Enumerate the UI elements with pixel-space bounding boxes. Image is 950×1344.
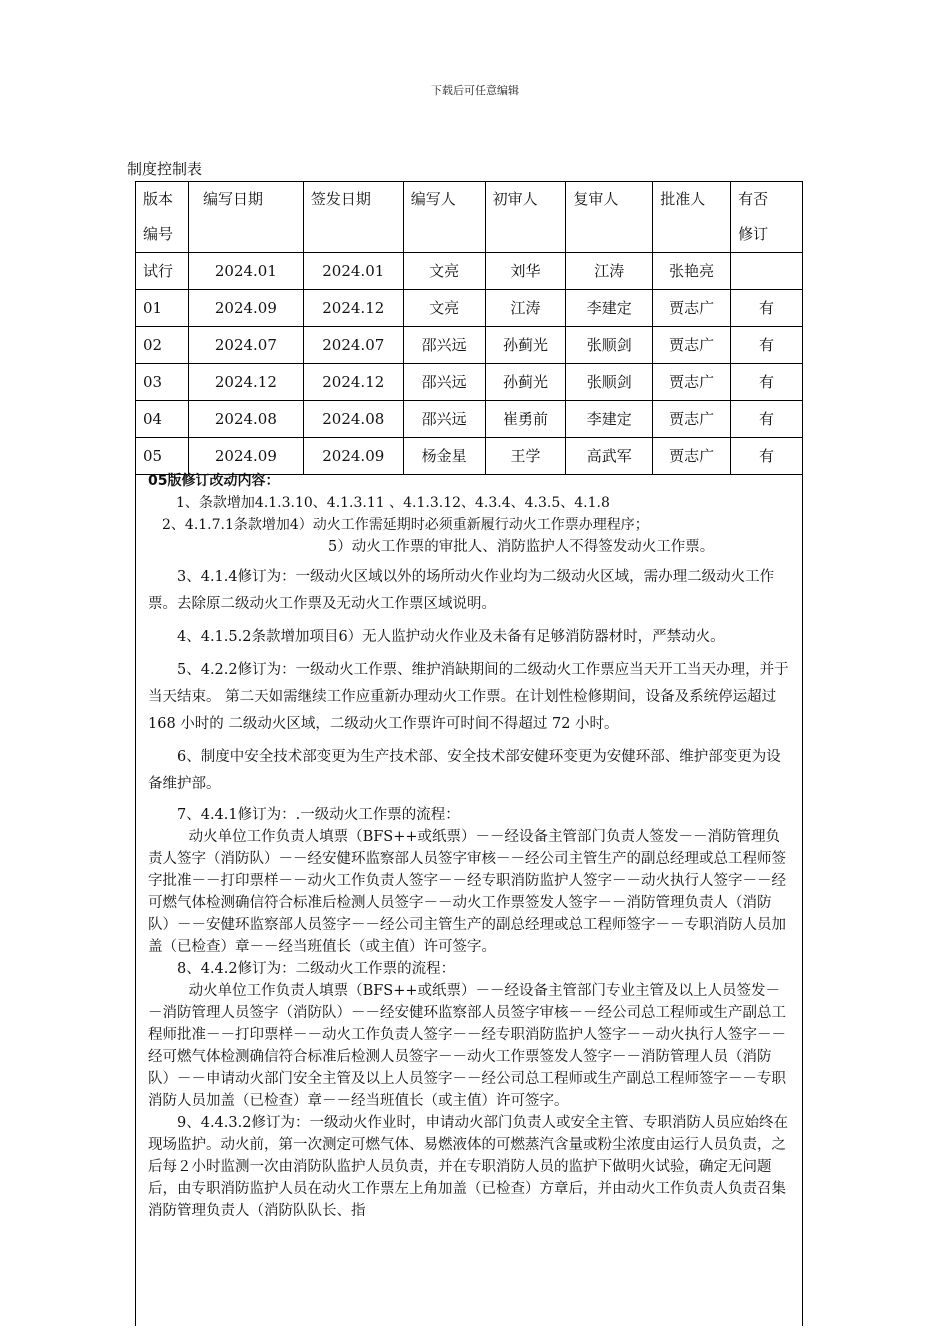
write-date-cell: 2024.09: [188, 290, 303, 327]
issue-date-cell: 2024.12: [303, 364, 403, 401]
revision-notes-box: [135, 468, 803, 1326]
write-date-cell: 2024.09: [188, 438, 303, 475]
approver-cell: 贾志广: [653, 401, 731, 438]
issue-date-cell: 2024.12: [303, 290, 403, 327]
second-reviewer-cell: 江涛: [566, 253, 653, 290]
first-reviewer-cell: 崔勇前: [485, 401, 566, 438]
revised-cell: 有: [731, 438, 803, 475]
table-header-row: [136, 182, 803, 253]
table-row: [136, 327, 803, 364]
revised-cell: [731, 253, 803, 290]
table-row: [136, 290, 803, 327]
revision-item: 3、4.1.4修订为：一级动火区域以外的场所动火作业均为二级动火区域，需办理二级动火工作票。去除原二级动火工作票及无动火工作票区域说明。: [148, 569, 775, 612]
author-cell: 邵兴远: [403, 327, 485, 364]
author-cell: 文亮: [403, 290, 485, 327]
write-date-cell: 2024.08: [188, 401, 303, 438]
header-cell: 批准人: [653, 182, 731, 253]
second-reviewer-cell: 李建定: [566, 290, 653, 327]
second-reviewer-cell: 高武军: [566, 438, 653, 475]
version-cell: 05: [136, 438, 189, 475]
revision-item: 5、4.2.2修订为：一级动火工作票、维护消缺期间的二级动火工作票应当天开工当天办理，并于当天结束。 第二天如需继续工作应重新办理动火工作票。在计划性检修期间，设备及系统停运超过 168 小时的 二级动火区域，二级动火工作票许可时间不得超过 72 小时。: [148, 662, 789, 732]
revision-item: 动火单位工作负责人填票（BFS++或纸票）－－经设备主管部门负责人签发－－消防管理负责人签字（消防队）－－经安健环监察部人员签字审核－－经公司主管生产的副总经理或总工程师签字批准－－打印票样－－动火工作负责人签字－－经专职消防监护人签字－－动火执行人签字－－经可燃气体检测确信符合标准后检测人员签字－－动火工作票签发人签字－－消防管理负责人（消防队）－－安健环监察部人员签字－－经公司主管生产的副总经理或总工程师签字－－专职消防人员加盖（已检查）章－－经当班值长（或主值）许可签字。: [148, 829, 786, 955]
version-cell: 04: [136, 401, 189, 438]
author-cell: 邵兴远: [403, 364, 485, 401]
header-cell: 复审人: [566, 182, 653, 253]
write-date-cell: 2024.01: [188, 253, 303, 290]
first-reviewer-cell: 孙蓟光: [485, 327, 566, 364]
table-row: [136, 253, 803, 290]
issue-date-cell: 2024.07: [303, 327, 403, 364]
revision-item: 1、条款增加4.1.3.10、4.1.3.11 、4.1.3.12、4.3.4、4.3.5、4.1.8: [176, 495, 610, 511]
header-note: 下载后可任意编辑: [431, 84, 519, 97]
approver-cell: 张艳亮: [653, 253, 731, 290]
header-cell: 编写人: [403, 182, 485, 253]
author-cell: 文亮: [403, 253, 485, 290]
write-date-cell: 2024.12: [188, 364, 303, 401]
issue-date-cell: 2024.09: [303, 438, 403, 475]
first-reviewer-cell: 刘华: [485, 253, 566, 290]
revised-cell: 有: [731, 327, 803, 364]
revised-cell: 有: [731, 290, 803, 327]
author-cell: 杨金星: [403, 438, 485, 475]
approver-cell: 贾志广: [653, 327, 731, 364]
revision-item: 6、制度中安全技术部变更为生产技术部、安全技术部安健环变更为安健环部、维护部变更为设备维护部。: [148, 749, 781, 792]
author-cell: 邵兴远: [403, 401, 485, 438]
write-date-cell: 2024.07: [188, 327, 303, 364]
approver-cell: 贾志广: [653, 290, 731, 327]
second-reviewer-cell: 张顺剑: [566, 364, 653, 401]
second-reviewer-cell: 李建定: [566, 401, 653, 438]
version-cell: 01: [136, 290, 189, 327]
issue-date-cell: 2024.01: [303, 253, 403, 290]
version-cell: 03: [136, 364, 189, 401]
revision-item: 4、4.1.5.2条款增加项目6）无人监护动火作业及未备有足够消防器材时，严禁动火。: [177, 629, 725, 645]
table-row: [136, 364, 803, 401]
revised-cell: 有: [731, 401, 803, 438]
version-control-table: [135, 181, 803, 475]
issue-date-cell: 2024.08: [303, 401, 403, 438]
revision-item: 9、4.4.3.2修订为：一级动火作业时，申请动火部门负责人或安全主管、专职消防人员应始终在现场监护。动火前，第一次测定可燃气体、易燃液体的可燃蒸汽含量或粉尘浓度由运行人员负责，之后每２小时监测一次由消防队监护人员负责，并在专职消防人员的监护下做明火试验，确定无问题后，由专职消防监护人员在动火工作票左上角加盖（已检查）方章后，并由动火工作负责人负责召集消防管理负责人（消防队队长、指: [148, 1115, 788, 1219]
second-reviewer-cell: 张顺剑: [566, 327, 653, 364]
revision-item: 5）动火工作票的审批人、消防监护人不得签发动火工作票。: [328, 539, 715, 555]
first-reviewer-cell: 江涛: [485, 290, 566, 327]
page-title: 制度控制表: [127, 160, 203, 178]
first-reviewer-cell: 孙蓟光: [485, 364, 566, 401]
approver-cell: 贾志广: [653, 364, 731, 401]
header-cell: 编写日期: [188, 182, 303, 253]
version-cell: 试行: [136, 253, 189, 290]
approver-cell: 贾志广: [653, 438, 731, 475]
revision-item: 2、4.1.7.1条款增加4）动火工作需延期时必须重新履行动火工作票办理程序；: [162, 517, 649, 533]
revision-item: 动火单位工作负责人填票（BFS++或纸票）－－经设备主管部门专业主管及以上人员签发－－消防管理人员签字（消防队）－－经安健环监察部人员签字审核－－经公司总工程师或生产副总工程师批准－－打印票样－－动火工作负责人签字－－经专职消防监护人签字－－动火执行人签字－－经可燃气体检测确信符合标准后检测人员签字－－动火工作票签发人签字－－消防管理人员（消防队）－－申请动火部门安全主管及以上人员签字－－经公司总工程师或生产副总工程师签字－－专职消防人员加盖（已检查）章－－经当班值长（或主值）许可签字。: [148, 983, 786, 1109]
revised-cell: 有: [731, 364, 803, 401]
revision-item: 8、4.4.2修订为：二级动火工作票的流程：: [177, 961, 456, 977]
version-cell: 02: [136, 327, 189, 364]
header-cell: 版本 编号: [136, 182, 189, 253]
revision-notes-title: 05版修订改动内容：: [148, 473, 280, 489]
first-reviewer-cell: 王学: [485, 438, 566, 475]
revision-item: 7、4.4.1修订为：.一级动火工作票的流程：: [177, 807, 460, 823]
header-cell: 初审人: [485, 182, 566, 253]
header-cell: 签发日期: [303, 182, 403, 253]
table-row: [136, 401, 803, 438]
header-cell: 有否 修订: [731, 182, 803, 253]
